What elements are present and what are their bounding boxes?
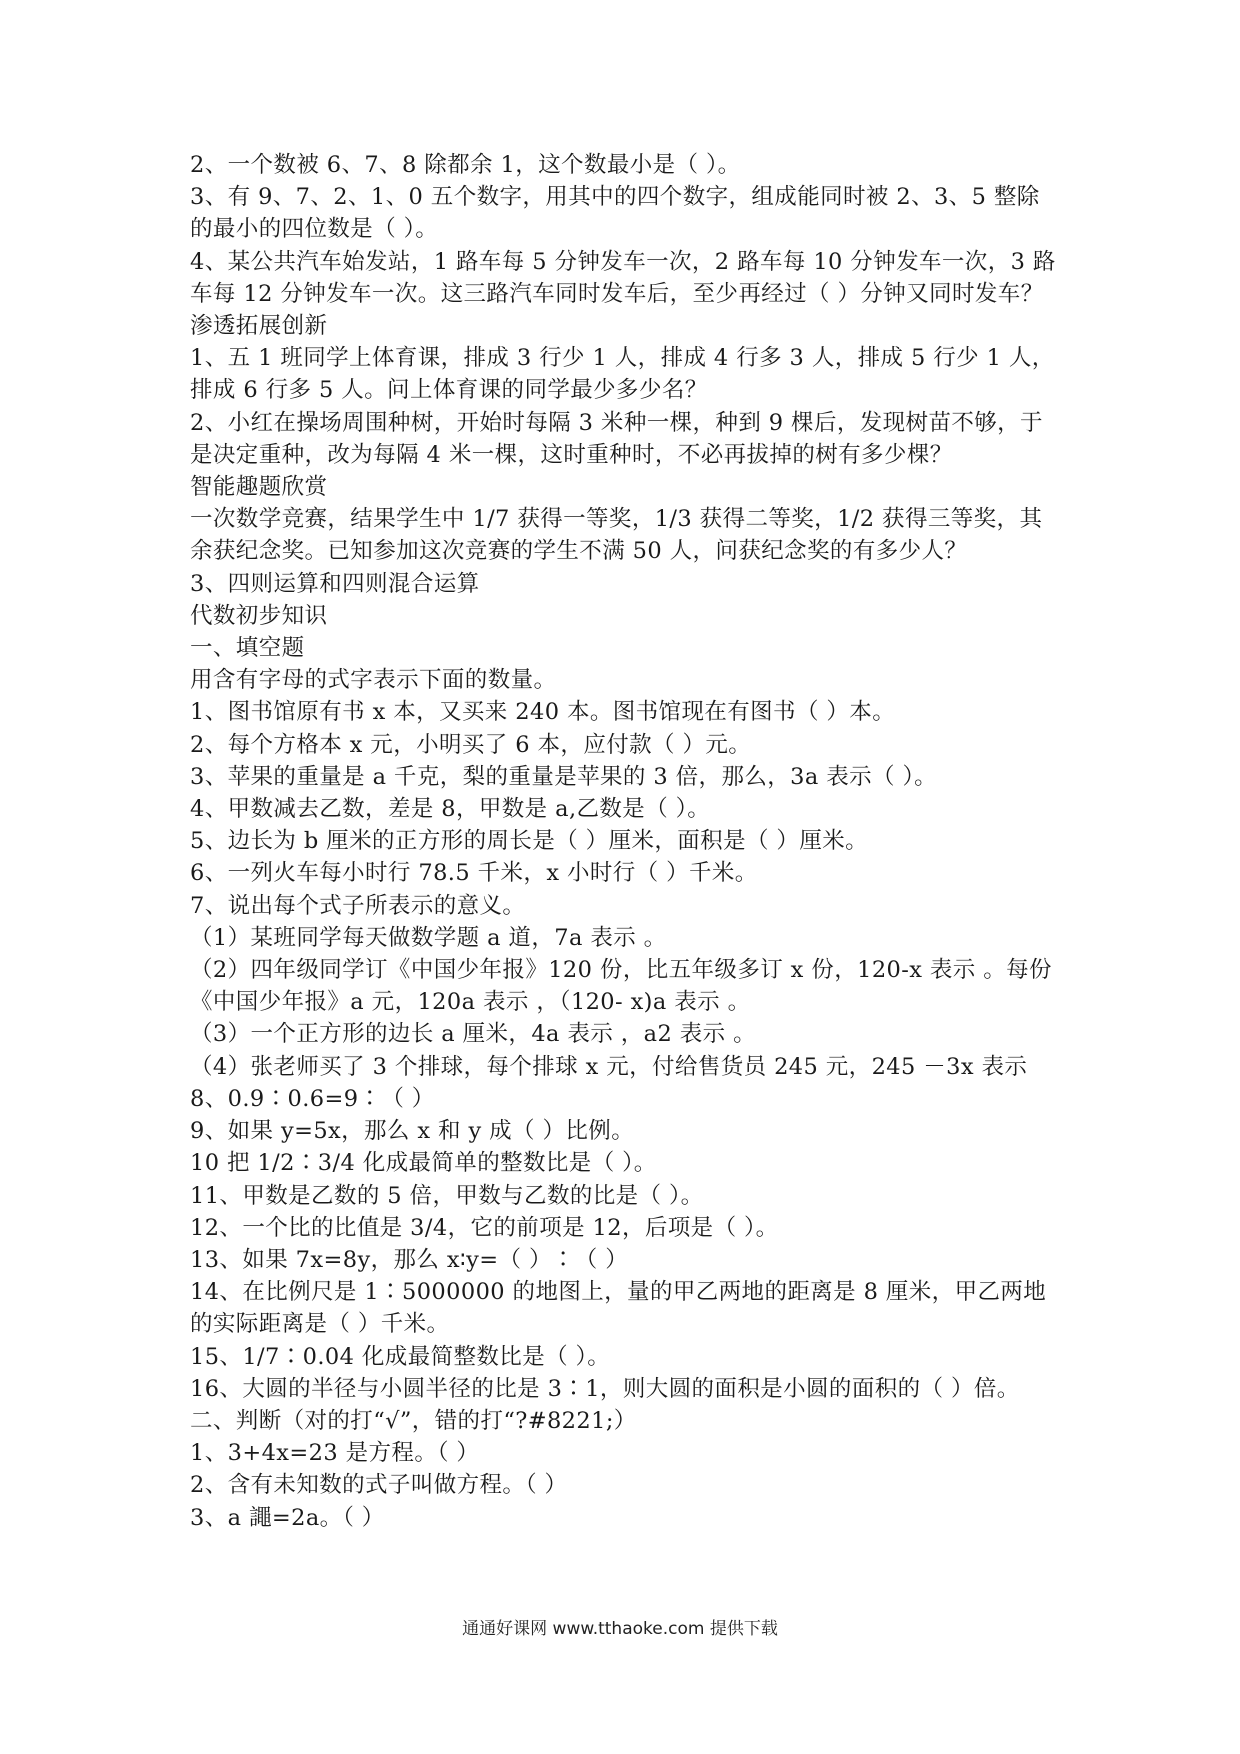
document-body — [190, 149, 1060, 1534]
fill-blank-question-16: 16、大圆的半径与小圆半径的比是 3∶1，则大圆的面积是小圆的面积的（ ）倍。 — [190, 1375, 1020, 1402]
true-false-question-1: 1、3+4x=23 是方程。（ ） — [190, 1440, 480, 1467]
fill-blank-question-2: 2、每个方格本 x 元，小明买了 6 本，应付款（ ）元。 — [190, 731, 752, 758]
section-heading-algebra: 代数初步知识 — [190, 602, 328, 629]
fill-blank-question-11: 11、甲数是乙数的 5 倍，甲数与乙数的比是（ ）。 — [190, 1182, 704, 1209]
question-3-four-digit: 3、有 9、7、2、1、0 五个数字，用其中的四个数字，组成能同时被 2、3、5 整除的最小的四位数是（ ）。 — [190, 184, 1040, 243]
extension-question-2: 2、小红在操场周围种树，开始时每隔 3 米种一棵，种到 9 棵后，发现树苗不够，于是决定重种，改为每隔 4 米一棵，这时重种时，不必再拔掉的树有多少棵？ — [190, 409, 1043, 468]
section-heading-puzzle: 智能趣题欣赏 — [190, 474, 328, 501]
sub-question-1: （1）某班同学每天做数学题 a 道，7a 表示 。 — [190, 924, 667, 951]
section-heading-extension: 渗透拓展创新 — [190, 313, 328, 340]
puzzle-question: 一次数学竞赛，结果学生中 1/7 获得一等奖，1/3 获得二等奖，1/2 获得三等奖，其余获纪念奖。已知参加这次竞赛的学生不满 50 人，问获纪念奖的有多少人？ — [190, 506, 1043, 565]
fill-blank-instruction: 用含有字母的式字表示下面的数量。 — [190, 667, 557, 694]
question-4-bus: 4、某公共汽车始发站，1 路车每 5 分钟发车一次，2 路车每 10 分钟发车一次，3 路车每 12 分钟发车一次。这三路汽车同时发车后，至少再经过（ ）分钟又同时发车？ — [190, 248, 1056, 307]
true-false-question-2: 2、含有未知数的式子叫做方程。（ ） — [190, 1472, 568, 1499]
fill-blank-question-15: 15、1/7∶0.04 化成最简整数比是（ ）。 — [190, 1343, 611, 1370]
sub-question-4: （4）张老师买了 3 个排球，每个排球 x 元，付给售货员 245 元，245 －3x 表示 — [190, 1053, 1028, 1080]
page-footer: 通通好课网 www.tthaoke.com 提供下载 — [462, 1619, 778, 1639]
fill-blank-question-4: 4、甲数减去乙数，差是 8，甲数是 a,乙数是（ ）。 — [190, 796, 711, 823]
section-heading-fill-blank: 一、填空题 — [190, 635, 305, 662]
fill-blank-question-9: 9、如果 y=5x，那么 x 和 y 成（ ）比例。 — [190, 1118, 635, 1145]
fill-blank-question-7: 7、说出每个式子所表示的意义。 — [190, 892, 526, 919]
fill-blank-question-12: 12、一个比的比值是 3/4，它的前项是 12，后项是（ ）。 — [190, 1214, 779, 1241]
fill-blank-question-14: 14、在比例尺是 1∶5000000 的地图上，量的甲乙两地的距离是 8 厘米，甲乙两地的实际距离是（ ）千米。 — [190, 1279, 1047, 1338]
section-heading-true-false: 二、判断（对的打“√”，错的打“?#8221;） — [190, 1407, 637, 1434]
fill-blank-question-6: 6、一列火车每小时行 78.5 千米，x 小时行（ ）千米。 — [190, 860, 758, 887]
fill-blank-question-3: 3、苹果的重量是 a 千克，梨的重量是苹果的 3 倍，那么，3a 表示（ ）。 — [190, 763, 938, 790]
sub-question-2: （2）四年级同学订《中国少年报》120 份，比五年级多订 x 份，120-x 表示 。每份《中国少年报》a 元，120a 表示 ，（120- x)a 表示 。 — [190, 957, 1052, 1016]
fill-blank-question-5: 5、边长为 b 厘米的正方形的周长是（ ）厘米，面积是（ ）厘米。 — [190, 828, 869, 855]
fill-blank-question-13: 13、如果 7x=8y，那么 x∶y=（ ）∶（ ） — [190, 1246, 629, 1273]
true-false-question-3: 3、a 譝=2a。（ ） — [190, 1504, 385, 1531]
fill-blank-question-8: 8、0.9∶0.6=9∶（ ） — [190, 1085, 435, 1112]
sub-question-3: （3）一个正方形的边长 a 厘米，4a 表示 ，a2 表示 。 — [190, 1021, 757, 1048]
fill-blank-question-10: 10 把 1/2∶3/4 化成最简单的整数比是（ ）。 — [190, 1150, 657, 1177]
extension-question-1: 1、五 1 班同学上体育课，排成 3 行少 1 人，排成 4 行多 3 人，排成 5 行少 1 人，排成 6 行多 5 人。问上体育课的同学最少多少名？ — [190, 345, 1055, 404]
section-heading-arithmetic: 3、四则运算和四则混合运算 — [190, 570, 480, 597]
question-2-remainder: 2、一个数被 6、7、8 除都余 1，这个数最小是（ ）。 — [190, 152, 741, 178]
fill-blank-question-1: 1、图书馆原有书 x 本，又买来 240 本。图书馆现在有图书（ ）本。 — [190, 699, 896, 726]
